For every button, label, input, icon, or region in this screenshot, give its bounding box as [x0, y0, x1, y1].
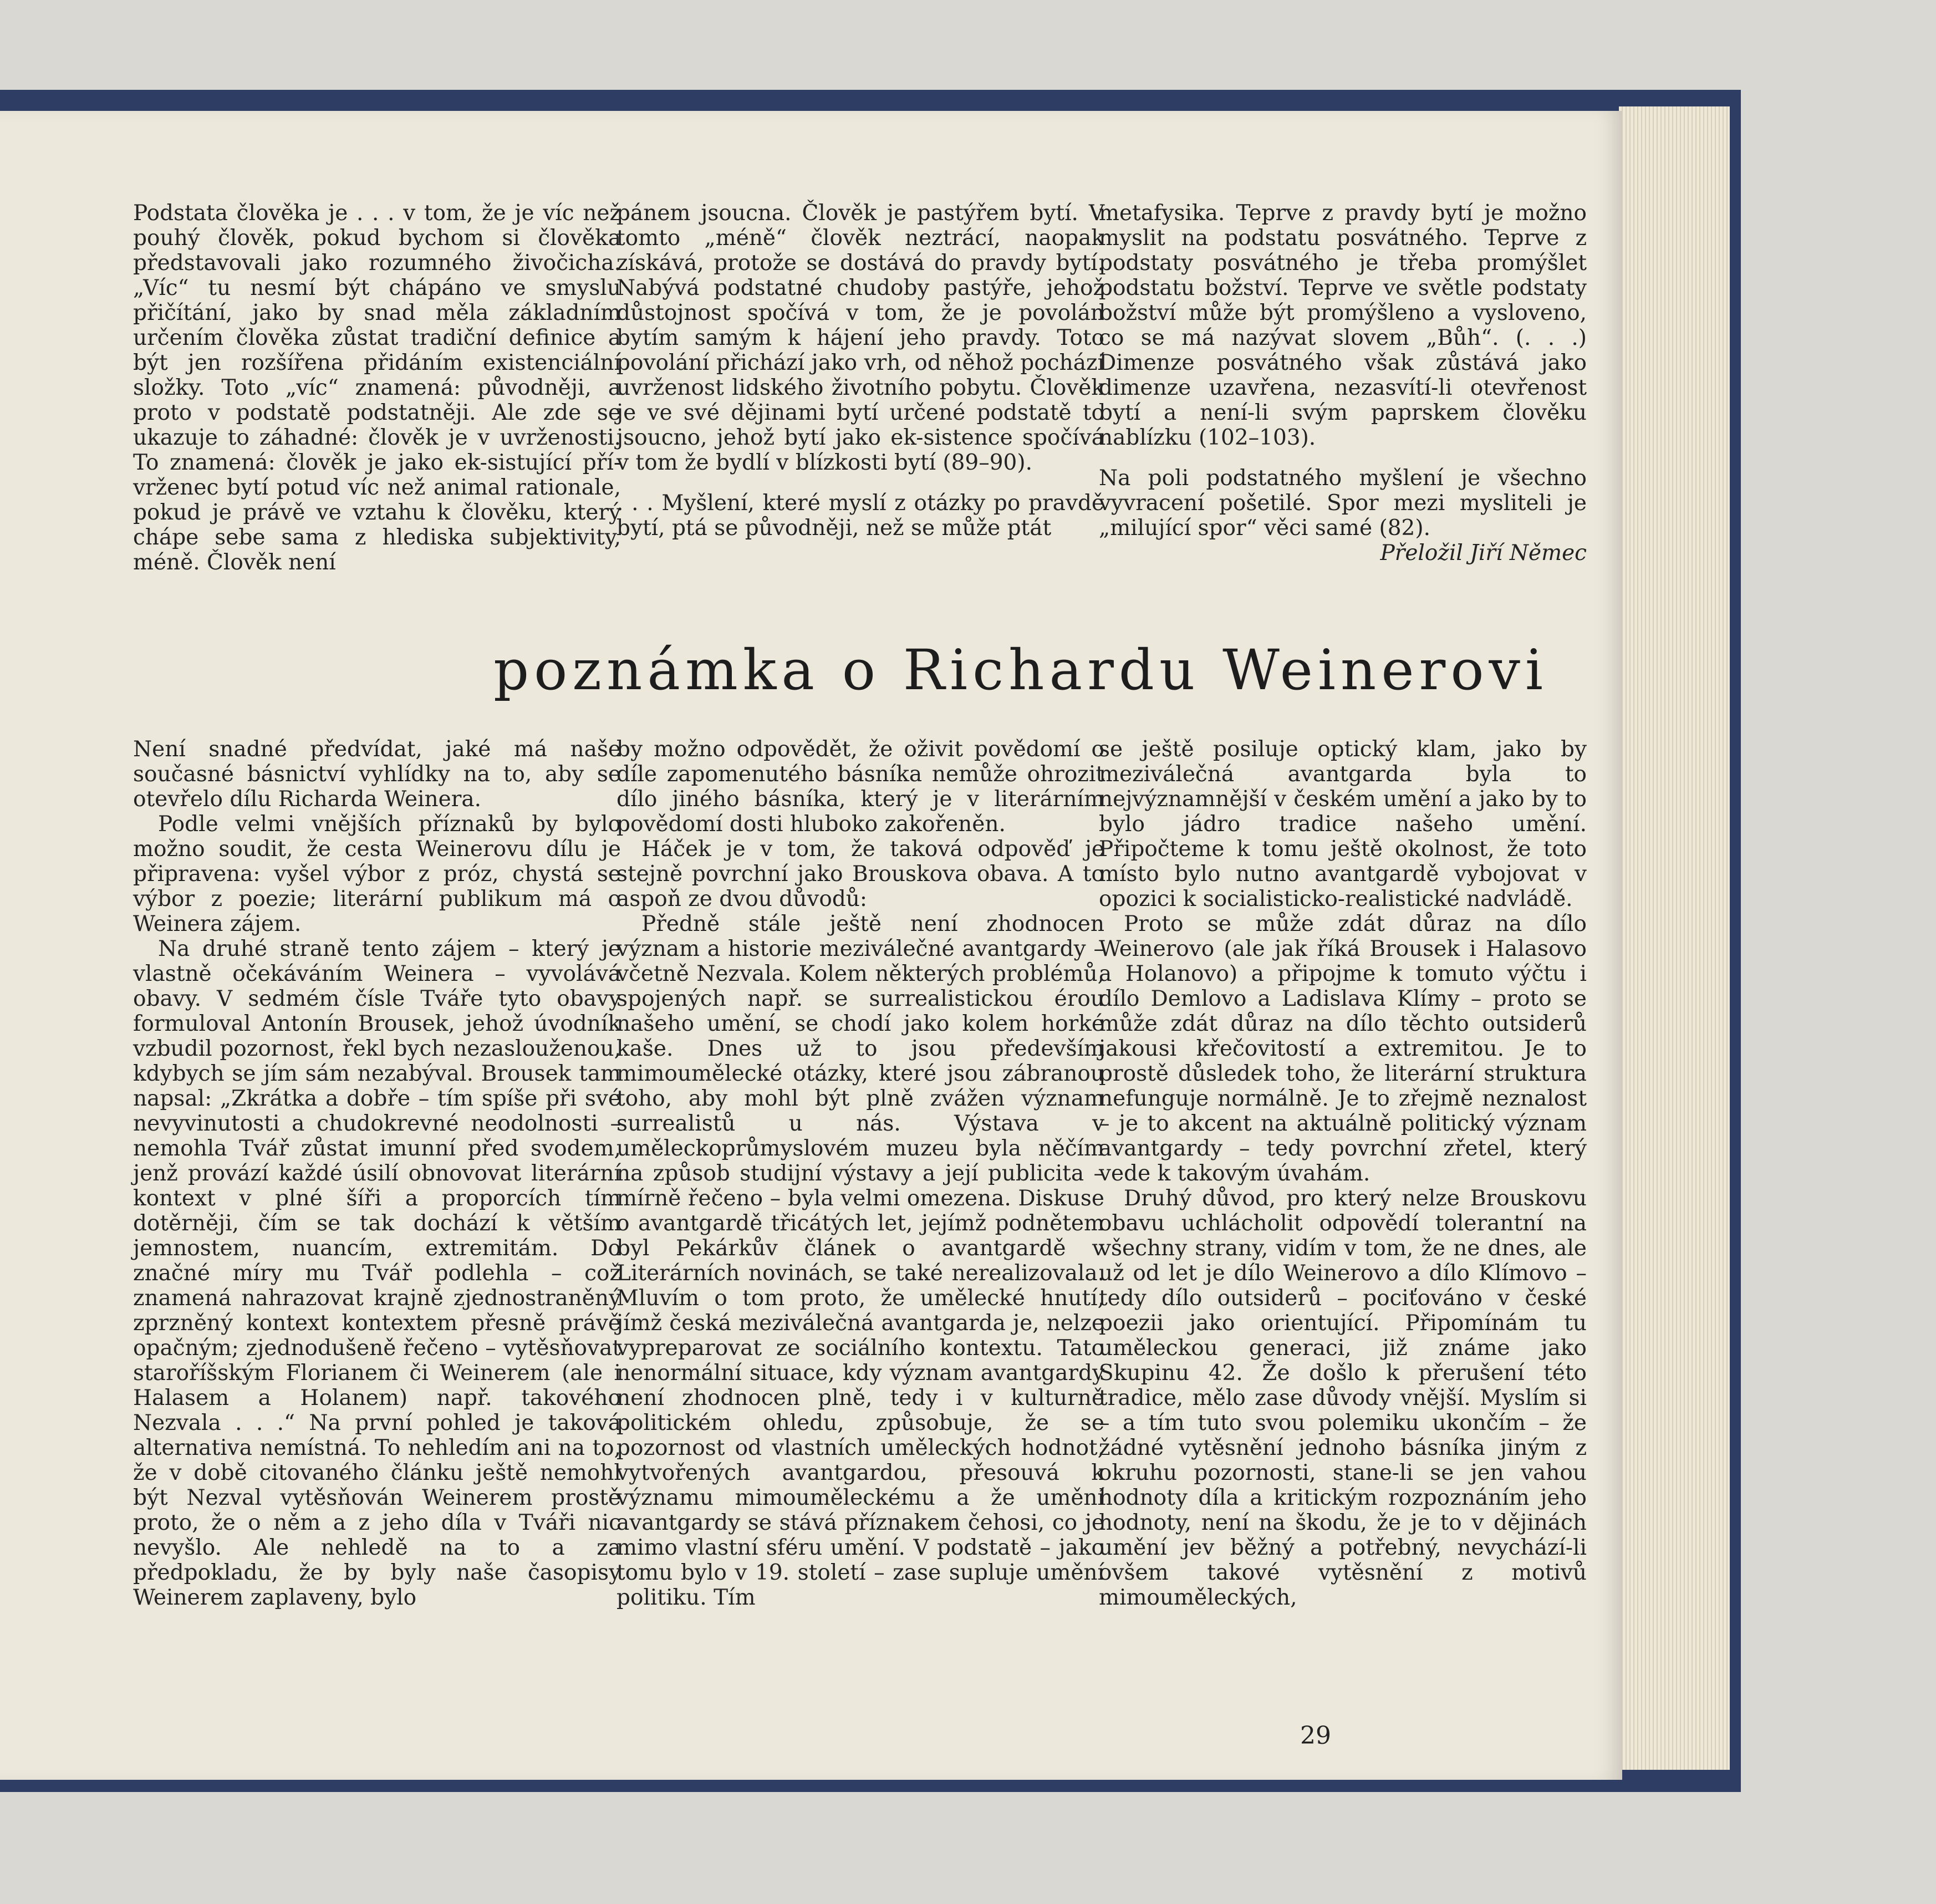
translator-credit: Přeložil Jiří Němec	[1380, 541, 1587, 566]
article-paragraph: se ještě posiluje optický klam, jako by meziválečná avantgarda byla to nejvýznamnější v českém umění a jako by to bylo jádro tradice našeho umění. Připočteme k tomu ještě okolnost, že toto místo bylo nutno avantgardě vybojovat v opozici k socialisticko-realistické nadvládě.	[1099, 737, 1587, 912]
essay-column-3	[1099, 201, 1587, 566]
article-paragraph: Druhý důvod, pro který nelze Brouskovu obavu uchlácholit odpovědí tolerantní na všechny strany, vidím v tom, že ne dnes, ale už od let je dílo Weinerovo a dílo Klímovo – tedy dílo outsiderů – pociťováno v české poezii jako orientující. Připomínám tu uměleckou generaci, již známe jako Skupinu 42. Že došlo k přerušení této tradice, mělo zase důvody vnější. Myslím si – a tím tuto svou polemiku ukončím – že žádné vytěsnění jednoho básníka jiným z okruhu pozornosti, stane-li se jen vahou hodnoty díla a kritickým rozpoznáním jeho hodnoty, není na škodu, že je to v dějinách umění jev běžný a potřebný, nevychází-li ovšem takové vytěsnění z motivů mimouměleckých,	[1099, 1186, 1587, 1610]
article-paragraph: Podle velmi vnějších příznaků by bylo možno soudit, že cesta Weinerovu dílu je připravena: vyšel výbor z próz, chystá se výbor z poezie; literární publikum má o Weinera zájem.	[133, 812, 621, 936]
article-paragraph: Háček je v tom, že taková odpověď je stejně povrchní jako Brouskova obava. A to aspoň ze dvou důvodů:	[617, 837, 1104, 912]
article-column-3	[1099, 737, 1587, 1610]
essay-paragraph: pánem jsoucna. Člověk je pastýřem bytí. V tomto „méně“ člověk neztrácí, naopak získává, protože se dostává do pravdy bytí. Nabývá podstatné chudoby pastýře, jehož důstojnost spočívá v tom, že je povolán bytím samým k hájení jeho pravdy. Toto povolání přichází jako vrh, od něhož pochází uvrženost lidského životního pobytu. Člověk je ve své dějinami bytí určené podstatě to jsoucno, jehož bytí jako ek-sistence spočívá v tom že bydlí v blízkosti bytí (89–90).	[617, 201, 1104, 475]
essay-paragraph: Na poli podstatného myšlení je všechno vyvracení pošetilé. Spor mezi mysliteli je „milující spor“ věci samé (82).	[1099, 466, 1587, 541]
article-paragraph: by možno odpovědět, že oživit povědomí o díle zapomenutého básníka nemůže ohrozit dílo jiného básníka, který je v literárním povědomí dosti hluboko zakořeněn.	[617, 737, 1104, 837]
article-paragraph: Předně stále ještě není zhodnocen význam a historie meziválečné avantgardy – včetně Nezvala. Kolem některých problémů, spojených např. se surrealistickou érou našeho umění, se chodí jako kolem horké kaše. Dnes už to jsou především mimoumělecké otázky, které jsou zábranou toho, aby mohl být plně zvážen význam surrealistů u nás. Výstava v uměleckoprůmyslovém muzeu byla něčím na způsob studijní výstavy a její publicita – mírně řečeno – byla velmi omezena. Diskuse o avantgardě třicátých let, jejímž podnětem byl Pekárkův článek o avantgardě v Literárních novinách, se také nerealizovala. Mluvím o tom proto, že umělecké hnutí, jímž česká meziválečná avantgarda je, nelze vypreparovat ze sociálního kontextu. Tato nenormální situace, kdy význam avantgardy není zhodnocen plně, tedy i v kulturně politickém ohledu, způsobuje, že se pozornost od vlastních uměleckých hodnot, vytvořených avantgardou, přesouvá k významu mimouměleckému a že umění avantgardy se stává příznakem čehosi, co je mimo vlastní sféru umění. V podstatě – jako tomu bylo v 19. století – zase supluje umění politiku. Tím	[617, 912, 1104, 1610]
page-number: 29	[1300, 1722, 1331, 1750]
article-paragraph: Není snadné předvídat, jaké má naše současné básnictví vyhlídky na to, aby se otevřelo dílu Richarda Weinera.	[133, 737, 621, 812]
page-edges	[1619, 106, 1730, 1770]
essay-paragraph: Podstata člověka je . . . v tom, že je víc než pouhý člověk, pokud bychom si člověka představovali jako rozumného živočicha. „Víc“ tu nesmí být chápáno ve smyslu přičítání, jako by snad měla základním určením člověka zůstat tradiční definice a být jen rozšířena přidáním existenciální složky. Toto „víc“ znamená: původněji, a proto v podstatě podstatněji. Ale zde se ukazuje to záhadné: člověk je v uvrženosti. To znamená: člověk je jako ek-sistující pří-vrženec bytí potud víc než animal rationale, pokud je právě ve vztahu k člověku, který chápe sebe sama z hlediska subjektivity, méně. Člověk není	[133, 201, 621, 575]
article-paragraph: Proto se může zdát důraz na dílo Weinerovo (ale jak říká Brousek i Halasovo a Holanovo) a připojme k tomuto výčtu i dílo Demlovo a Ladislava Klímy – proto se může zdát důraz na dílo těchto outsiderů jakousi křečovitostí a extremitou. Je to prostě důsledek toho, že literární struktura nefunguje normálně. Je to zřejmě neznalost – je to akcent na aktuálně politický význam avantgardy – tedy povrchní zřetel, který vede k takovým úvahám.	[1099, 912, 1587, 1186]
article-column-1	[133, 737, 621, 1610]
essay-paragraph: metafysika. Teprve z pravdy bytí je možno myslit na podstatu posvátného. Teprve z podstaty posvátného je třeba promýšlet podstatu božství. Teprve ve světle podstaty božství může být promýšleno a vysloveno, co se má nazývat slovem „Bůh“. (. . .) Dimenze posvátného však zůstává jako dimenze uzavřena, nezasvítí-li otevřenost bytí a není-li svým paprskem člověku nablízku (102–103).	[1099, 201, 1587, 450]
essay-column-1	[133, 201, 621, 575]
article-title: poznámka o Richardu Weinerovi	[493, 638, 1548, 702]
article-paragraph: Na druhé straně tento zájem – který je vlastně očekáváním Weinera – vyvolává obavy. V sedmém čísle Tváře tyto obavy formuloval Antonín Brousek, jehož úvodník vzbudil pozornost, řekl bych nezaslouženou, kdybych se jím sám nezabýval. Brousek tam napsal: „Zkrátka a dobře – tím spíše při své nevyvinutosti a chudokrevné neodolnosti – nemohla Tvář zůstat imunní před svodem, jenž provází každé úsilí obnovovat literární kontext v plné šíři a proporcích tím dotěrněji, čím se tak dochází k větším jemnostem, nuancím, extremitám. Do značné míry mu Tvář podlehla – což znamená nahrazovat krajně zjednostraněný zprzněný kontext kontextem přesně právě opačným; zjednodušeně řečeno – vytěsňovat staroříšským Florianem či Weinerem (ale i Halasem a Holanem) např. takového Nezvala . . .“ Na první pohled je taková alternativa nemístná. To nehledím ani na to, že v době citovaného článku ještě nemohl být Nezval vytěsňován Weinerem prostě proto, že o něm a z jeho díla v Tváři nic nevyšlo. Ale nehledě na to a za předpokladu, že by byly naše časopisy Weinerem zaplaveny, bylo	[133, 936, 621, 1610]
article-column-2	[617, 737, 1104, 1610]
essay-column-2	[617, 201, 1104, 541]
essay-paragraph: . . . Myšlení, které myslí z otázky po pravdě bytí, ptá se původněji, než se může ptát	[617, 491, 1104, 541]
